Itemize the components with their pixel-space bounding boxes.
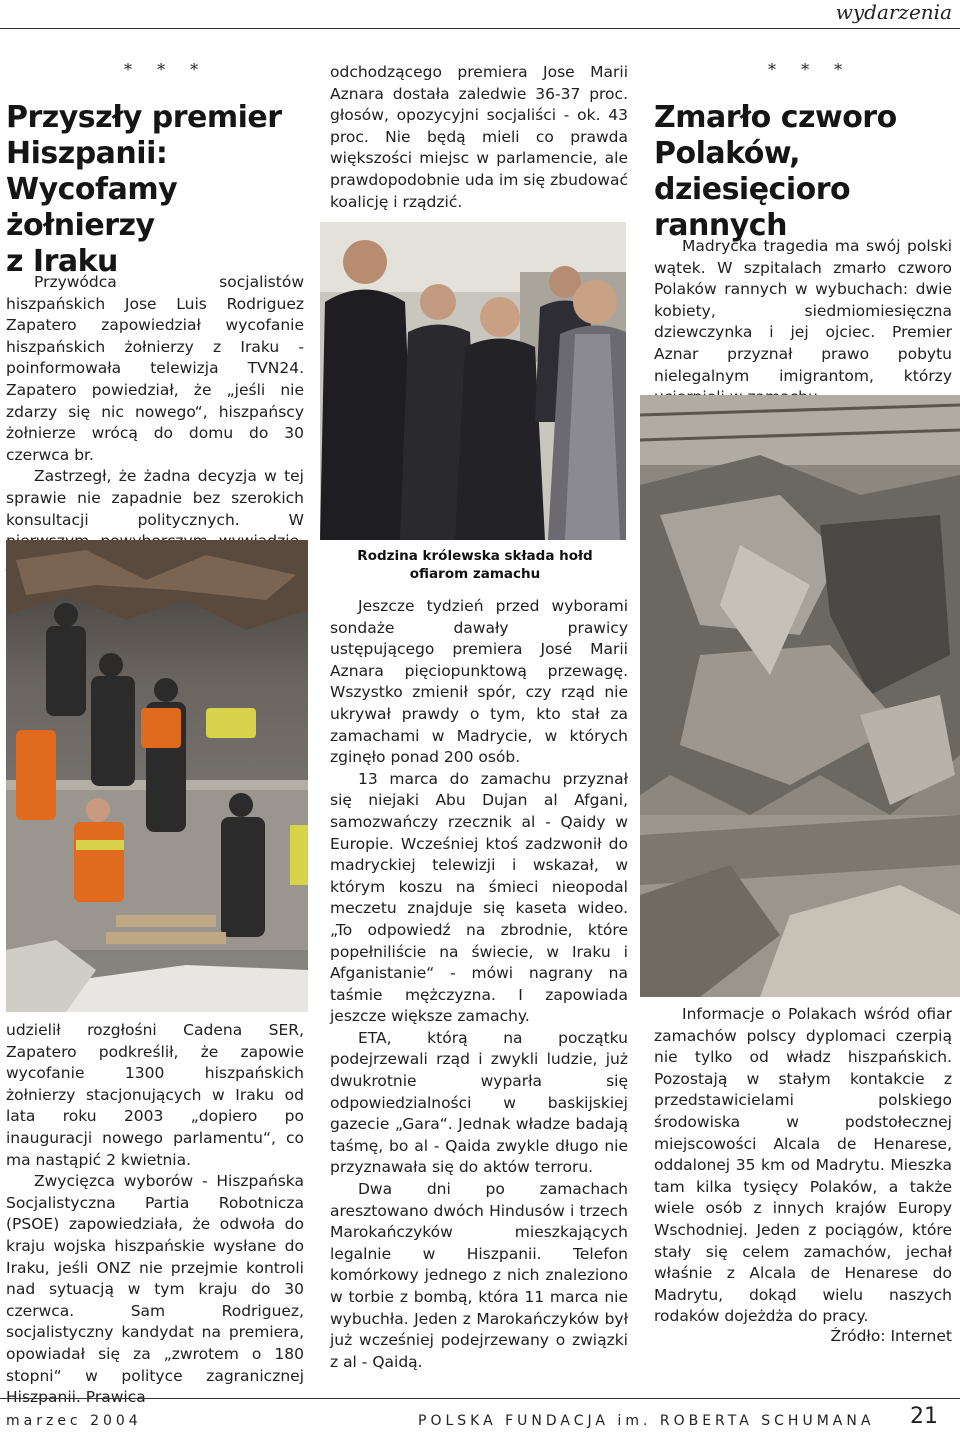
paragraph: udzielił rozgłośni Cadena SER, Zapatero podkreślił, że zapowie wycofanie 1300 hiszpańskich żołnierzy stacjonujących w Iraku od lata roku 2003 „dopiero po inauguracji nowego parlamentu“, co ma nastąpić 2 kwietnia. (6, 1021, 304, 1169)
header-rule (0, 28, 960, 29)
footer-rule (0, 1398, 960, 1399)
footer-issue-date: marzec 2004 (6, 1413, 142, 1429)
rescue-workers-photo-art (6, 540, 308, 1012)
train-wreck-photo (640, 395, 960, 997)
article1-text-middle-top (330, 62, 628, 213)
paragraph: Przywódca socjalistów hiszpańskich Jose Luis Rodriguez Zapatero zapowiedział wycofanie hiszpańskich żołnierzy z Iraku - poinformowała telewizja TVN24. Zapatero powiedział, że „jeśli nie zdarzy się nic nowego“, hiszpańscy żołnierze wrócą do domu do 30 czerwca br. (6, 273, 304, 464)
article1-headline-line: Wycofamy żołnierzy (6, 172, 178, 243)
article2-source: Źródło: Internet (830, 1327, 952, 1345)
article1-separator: * * * (124, 60, 209, 79)
article1-headline-line: Przyszły premier (6, 100, 282, 135)
royal-family-photo-art (320, 222, 626, 540)
article1-text-top (6, 272, 304, 574)
paragraph: Jeszcze tydzień przed wyborami sondaże dawały prawicy ustępującego premiera José Marii Aznara pięciopunktową przewagę. Wszystko zmienił spór, czy rząd nie ukrywał prawdy o tym, kto stał za zamachami w Madrycie, w których zginęło ponad 200 osób. (330, 597, 628, 767)
footer-publisher: POLSKA FUNDACJA im. ROBERTA SCHUMANA (418, 1413, 875, 1429)
paragraph: Zwycięzca wyborów - Hiszpańska Socjalistyczna Partia Robotnicza (PSOE) zapowiedziała, że odwoła do kraju wojska hiszpańskie wysłane do Iraku, jeśli ONZ nie przejmie kontroli nad sytuacją w tym kraju do 30 czerwca. Sam Rodriguez, socjalistyczny kandydat na premiera, opowiadał się za „zwrotem o 180 stopni“ w polityce zagranicznej Hiszpanii. Prawica (6, 1172, 304, 1407)
paragraph: odchodzącego premiera Jose Marii Aznara dostała zaledwie 36-37 proc. głosów, opozycyjni socjaliści - ok. 43 proc. Nie będą mieli co prawda większości miejsc w parlamencie, ale prawdopodobnie uda im się zbudować koalicję i rządzić. (330, 63, 628, 211)
article1-headline-line: z Iraku (6, 244, 118, 279)
article2-separator: * * * (768, 60, 853, 79)
royal-family-photo (320, 222, 626, 540)
article1-headline-line: Hiszpanii: (6, 136, 168, 171)
section-label: wydarzenia (835, 0, 952, 24)
article2-headline-line: dziesięcioro rannych (654, 172, 851, 243)
article1-headline (6, 100, 306, 280)
paragraph: ETA, którą na początku podejrzewali rząd i zwykli ludzie, już dwukrotnie wyparła się odpowiedzialności w baskijskiej gazecie „Gara“. Jednak władze badają taśmę, bo al - Qaida zwykle długo nie przyznawała się do aktów terroru. (330, 1028, 628, 1177)
article2-headline-line: Polaków, (654, 136, 801, 171)
article2-headline (654, 100, 954, 244)
train-wreck-photo-art (640, 395, 960, 997)
article2-headline-line: Zmarło czworo (654, 100, 897, 135)
paragraph: Informacje o Polakach wśród ofiar zamachów polscy dyplomaci czerpią nie tylko od władz hiszpańskich. Pozostają w stałym kontakcie z przedstawicielami polskiego środowiska w podstołecznej miejscowości Alcala de Henarese, oddalonej 35 km od Madrytu. Mieszka tam kilka tysięcy Polaków, a także wiele osób z innych krajów Europy Wschodniej. Jeden z pociągów, które stały się celem zamachów, jechał właśnie z Alcala de Henarese do Madrytu, dokąd wielu naszych rodaków dojeżdża do pracy. (654, 1005, 952, 1326)
royal-family-photo-caption: Rodzina królewska składa hołd ofiarom zamachu (357, 548, 593, 582)
rescue-workers-photo (6, 540, 308, 1012)
paragraph: 13 marca do zamachu przyznał się niejaki Abu Dujan al Afgani, samozwańczy rzecznik al - Qaidy w Europie. Wcześniej ktoś zadzwonił do madryckiej telewizji i wskazał, w którym koszu na śmieci nieopodal meczetu znajduje się kaseta wideo. „To odpowiedź na zbrodnie, które popełniliście na świecie, w Iraku i Afganistanie“ - mówi nagrany na taśmie mężczyzna. I zapowiada jeszcze większe zamachy. (330, 769, 628, 1026)
article2-text (654, 1004, 952, 1328)
paragraph: Zastrzegł, że żadna decyzja w tej sprawie nie zapadnie bez szerokich konsultacji politycznych. W (6, 467, 304, 529)
page-number: 21 (910, 1404, 938, 1429)
article1-text-middle-bottom (330, 596, 628, 1373)
paragraph: Madrycka tragedia ma swój polski wątek. W szpitalach zmarło czworo Polaków rannych w wybuchach: dwie kobiety, siedmiomiesięczna dziewczynka i jej ojciec. Premier Aznar przyznał prawo pobytu nielegalnym imigrantom, którzy (654, 237, 952, 385)
article2-lead (654, 236, 952, 409)
article1-text-bottom (6, 1020, 304, 1409)
paragraph: Dwa dni po zamachach aresztowano dwóch Hindusów i trzech Marokańczyków mieszkających legalnie w Hiszpanii. Telefon komórkowy jednego z nich znaleziono w torbie z bombą, która 11 marca nie wybuchła. Jeden z Marokańczyków był już wcześniej podejrzewany o związki z al - Qaidą. (330, 1180, 628, 1371)
